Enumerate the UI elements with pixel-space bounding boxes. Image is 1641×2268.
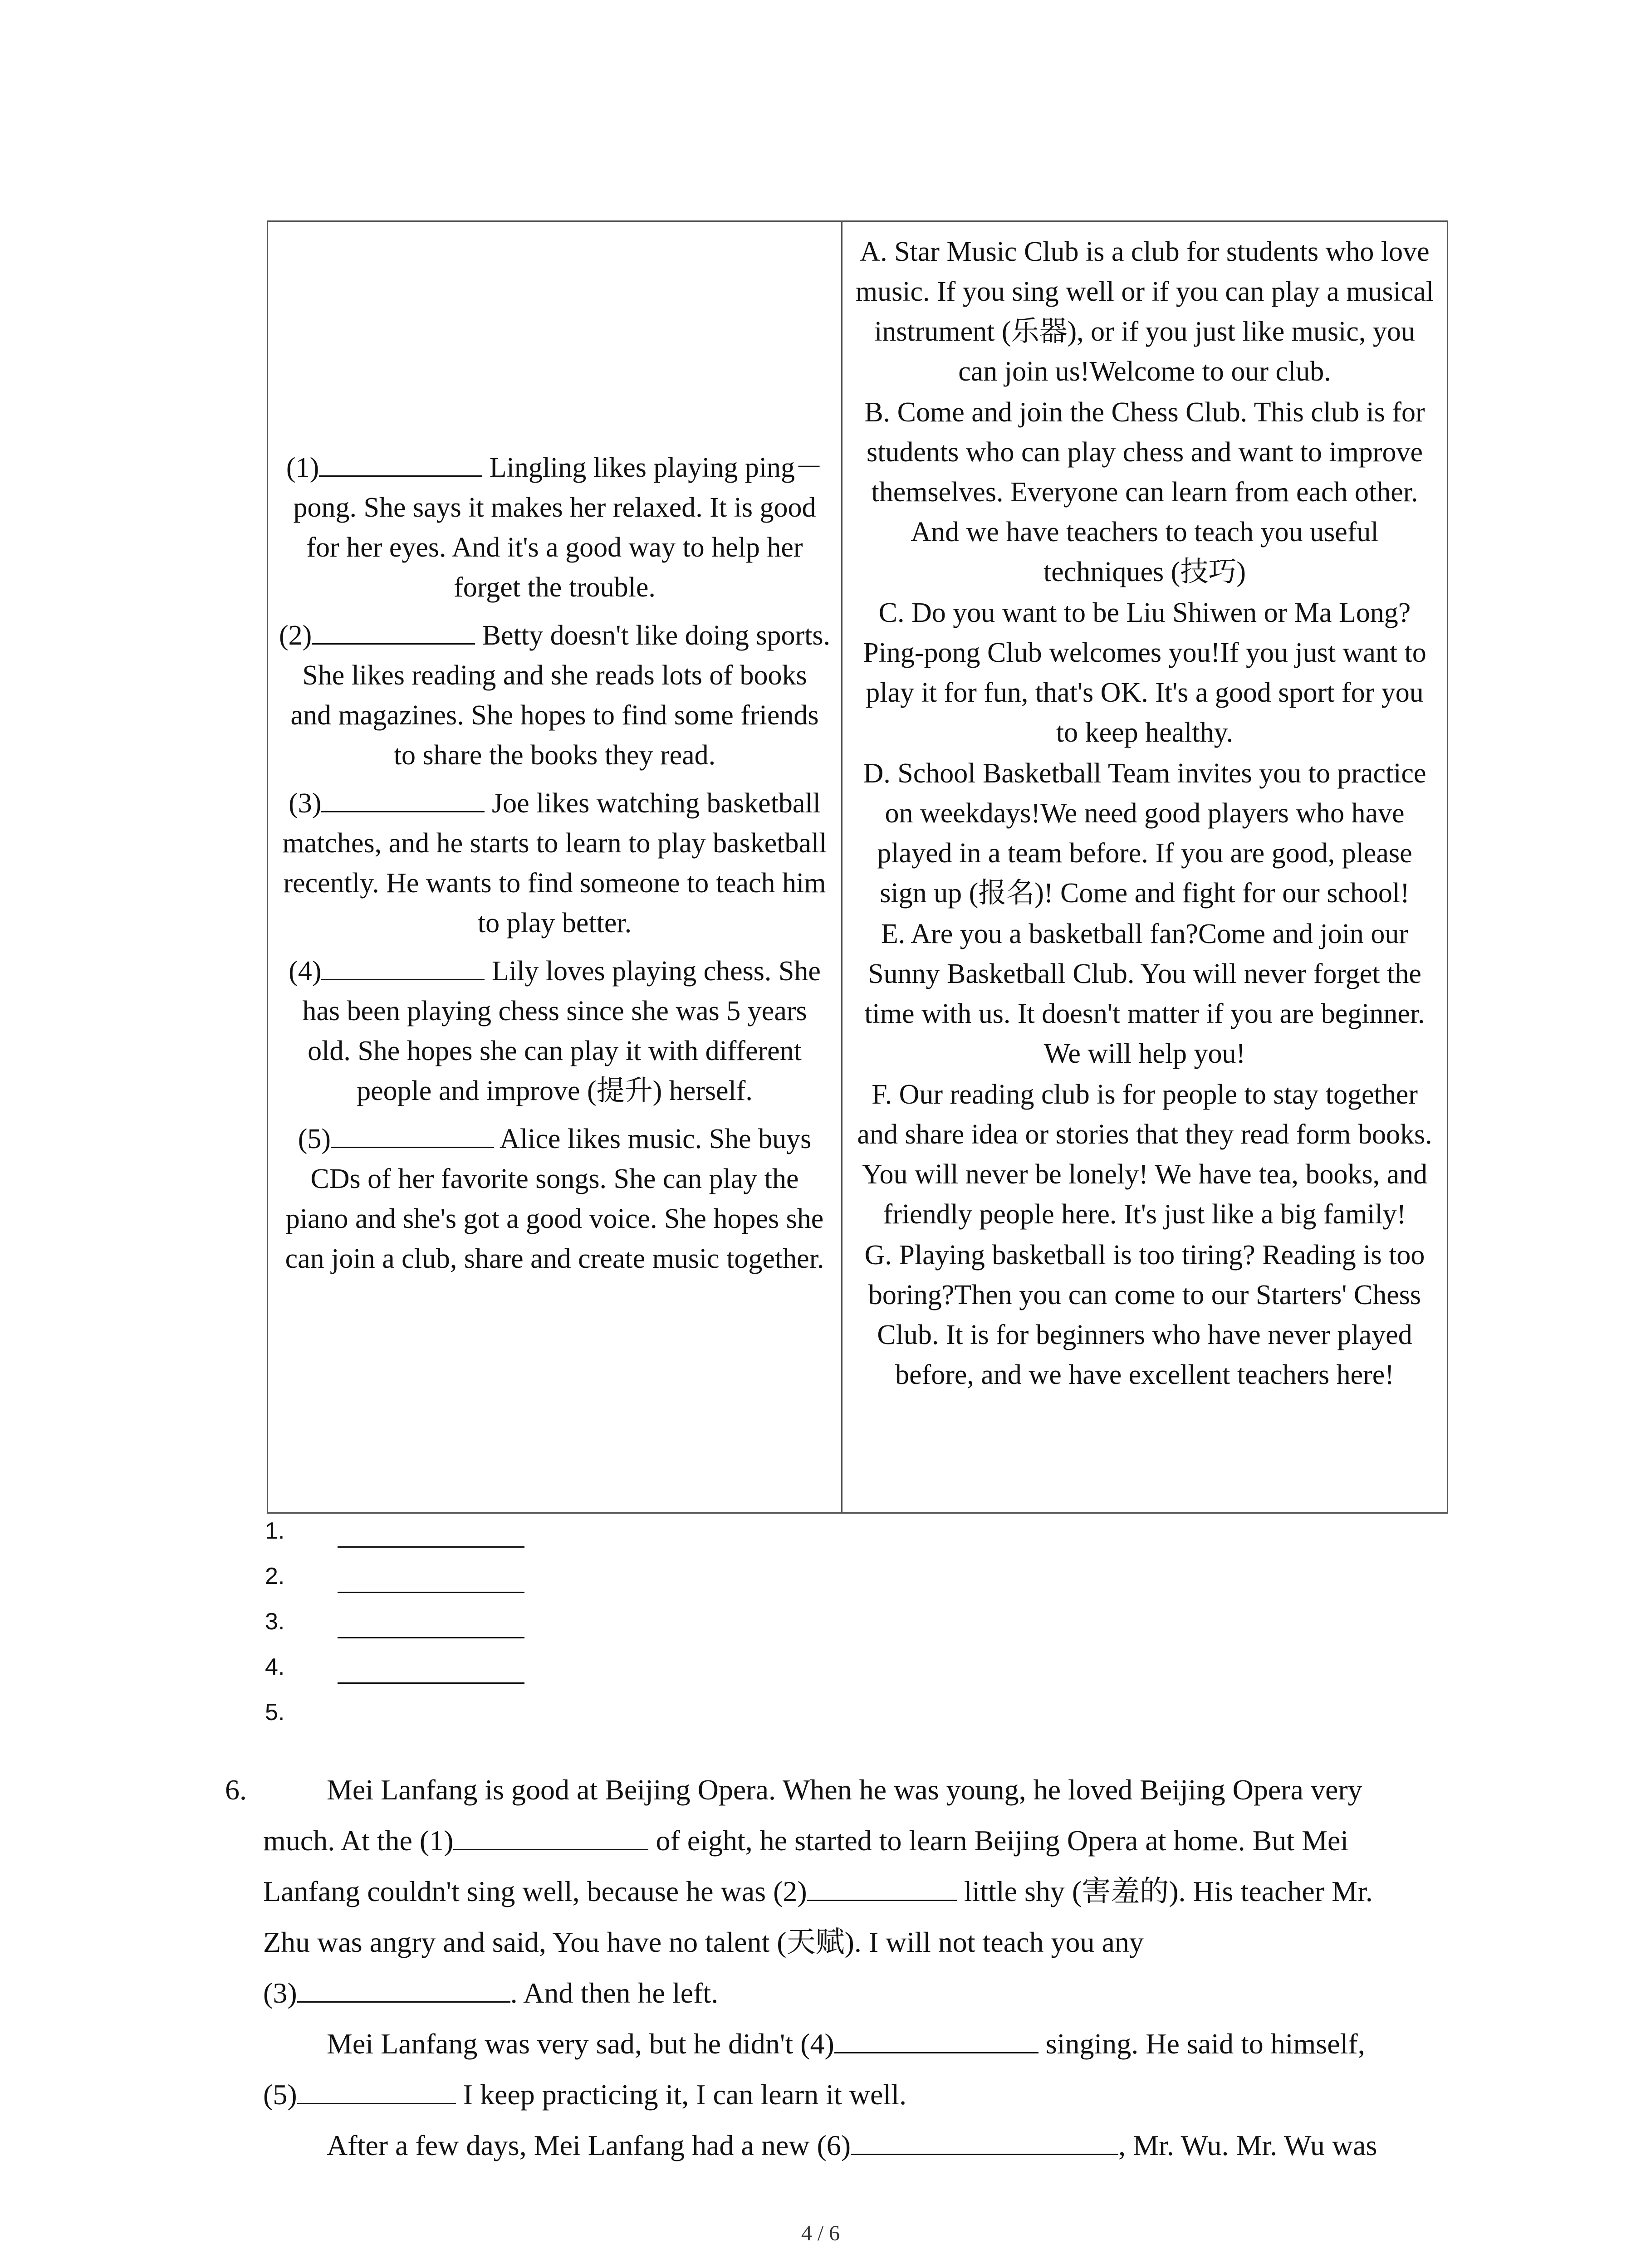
item-text: Lily loves playing chess. She has been playing chess since she was 5 years old. She hopes she can play it with different people and improve (提升) herself. [302,955,821,1106]
page-number: 4 / 6 [801,2221,840,2245]
passage-text: of eight, he started to learn Beijing Opera at home. But Mei [648,1824,1349,1857]
cloze-passage [263,1765,1452,2171]
question-number: 6. [225,1774,247,1806]
item-text: Lingling likes playing ping－pong. She says it makes her relaxed. It is good for her eyes. And it's a good way to help her forget the trouble. [293,452,823,603]
people-column [268,222,843,1512]
club-option-b: B. Come and join the Chess Club. This club is for students who can play chess and want to improve themselves. Everyone can learn from each other. And we have teachers to teach you useful techniques (技巧) [864,397,1425,587]
answer-blank[interactable] [321,784,485,812]
person-item-3 [279,783,830,943]
passage-text: (3) [263,1977,297,2009]
passage-text: , Mr. Wu. Mr. Wu was [1118,2129,1377,2161]
answer-number: 4. [265,1654,285,1680]
passage-text: Lanfang couldn't sing well, because he was (2) [263,1875,807,1907]
answer-number: 1. [265,1518,285,1544]
passage-line [263,2120,1452,2171]
passage-line [263,2019,1452,2069]
answer-row [265,1694,673,1740]
answer-row [265,1649,673,1694]
passage-line [263,1765,1452,1815]
person-item-2 [279,616,830,775]
person-item-1 [279,448,830,607]
item-number: (4) [289,955,322,987]
answer-row [265,1513,673,1558]
passage-text: After a few days, Mei Lanfang had a new (6) [327,2129,851,2161]
passage-text: I keep practicing it, I can learn it well. [456,2078,906,2111]
club-option-d: D. School Basketball Team invites you to practice on weekdays!We need good players who have played in a team before. If you are good, please sign up (报名)! Come and fight for our school! [863,758,1426,909]
answer-number: 5. [265,1699,285,1725]
answer-blank[interactable] [331,1119,494,1148]
matching-table [267,220,1448,1514]
item-number: (1) [286,452,319,483]
person-item-4 [279,951,830,1111]
answer-line[interactable] [338,1546,524,1548]
club-option-g: G. Playing basketball is too tiring? Reading is too boring?Then you can come to our Starters' Chess Club. It is for beginners who have never played before, and we have excellent teachers here! [864,1240,1425,1390]
passage-text: Mei Lanfang is good at Beijing Opera. When he was young, he loved Beijing Opera very [327,1774,1362,1806]
passage-line [263,2069,1452,2120]
cloze-blank-6[interactable] [851,2123,1118,2155]
answer-number: 2. [265,1563,285,1589]
passage-text: Mei Lanfang was very sad, but he didn't (4) [327,2028,834,2060]
club-option-e: E. Are you a basketball fan?Come and join our Sunny Basketball Club. You will never forget the time with us. It doesn't matter if you are beginner. We will help you! [864,919,1425,1069]
passage-text: much. At the (1) [263,1824,454,1857]
passage-text: Zhu was angry and said, You have no talent (天赋). I will not teach you any [263,1926,1144,1958]
passage-text: (5) [263,2078,297,2111]
cloze-blank-5[interactable] [297,2072,456,2104]
item-number: (2) [279,620,312,651]
answer-number: 3. [265,1608,285,1635]
person-item-5 [279,1119,830,1279]
cloze-blank-3[interactable] [297,1970,510,2003]
clubs-column [843,222,1447,1512]
answer-row [265,1603,673,1649]
answer-list [265,1513,673,1740]
answer-line[interactable] [338,1592,524,1593]
cloze-blank-4[interactable] [834,2021,1038,2053]
answer-blank[interactable] [321,952,485,980]
passage-line [263,1815,1452,1866]
item-text: Alice likes music. She buys CDs of her favorite songs. She can play the piano and she's got a good voice. She hopes she can join a club, share and create music together. [285,1123,824,1274]
item-number: (5) [298,1123,331,1154]
answer-blank[interactable] [312,616,475,645]
answer-line[interactable] [338,1682,524,1684]
club-option-a: A. Star Music Club is a club for students who love music. If you sing well or if you can play a musical instrument (乐器), or if you just like music, you can join us!Welcome to our club. [855,236,1434,387]
item-number: (3) [289,787,322,819]
answer-blank[interactable] [319,448,482,477]
item-text: Betty doesn't like doing sports. She likes reading and she reads lots of books and magazines. She hopes to find some friends to share the books they read. [290,620,830,771]
club-option-f: F. Our reading club is for people to stay together and share idea or stories that they read form books. You will never be lonely! We have tea, books, and friendly people here. It's just like a big family! [857,1079,1432,1230]
passage-text: . And then he left. [510,1977,719,2009]
passage-line [263,1968,1452,2019]
passage-line [263,1917,1452,1968]
passage-line [263,1866,1452,1917]
answer-line[interactable] [338,1637,524,1638]
cloze-blank-1[interactable] [453,1818,648,1850]
answer-row [265,1558,673,1603]
item-text: Joe likes watching basketball matches, and he starts to learn to play basketball recently. He wants to find someone to teach him to play better. [282,787,827,938]
passage-text: singing. He said to himself, [1038,2028,1365,2060]
passage-text: little shy (害羞的). His teacher Mr. [956,1875,1373,1907]
cloze-blank-2[interactable] [807,1869,957,1901]
club-option-c: C. Do you want to be Liu Shiwen or Ma Long? Ping-pong Club welcomes you!If you just want to play it for fun, that's OK. It's a good sport for you to keep healthy. [863,597,1426,748]
